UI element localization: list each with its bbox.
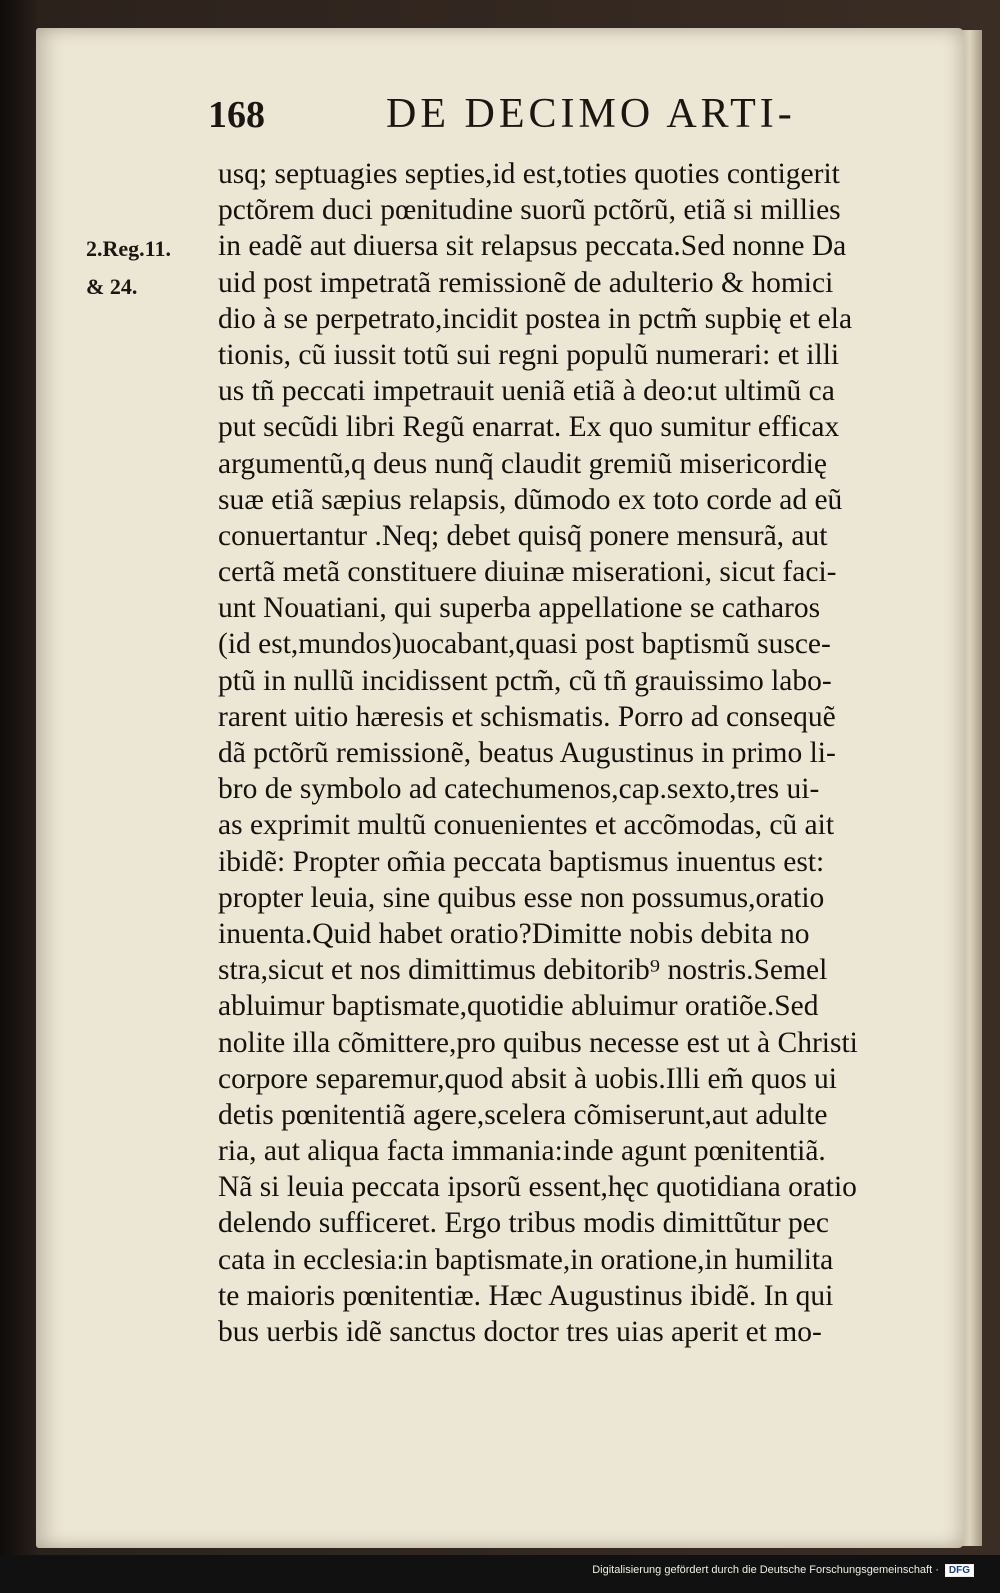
- text-line: ria, aut aliqua facta immania:inde agunt pœnitentiã.: [218, 1135, 826, 1168]
- text-line: suæ etiã sæpius relapsis, dũmodo ex toto corde ad eũ: [218, 483, 843, 516]
- text-line: cata in ecclesia:in baptismate,in oratione,in humilita: [218, 1243, 834, 1276]
- text-line: pctõrem duci pœnitudine suorũ pctõrũ, etiã si millies: [218, 194, 841, 227]
- text-line: tionis, cũ iussit totũ sui regni populũ numerari: et illi: [218, 338, 840, 371]
- running-head: [208, 90, 828, 146]
- text-line: dã pctõrũ remissionẽ, beatus Augustinus in primo li-: [218, 737, 836, 769]
- text-line: rarent uitio hæresis et schismatis. Porro ad consequẽ: [218, 700, 836, 733]
- page-edge: [962, 30, 982, 1546]
- text-line: put secũdi libri Regũ enarrat. Ex quo sumitur efficax: [218, 411, 840, 444]
- page-number: 168: [208, 94, 265, 136]
- credit-text: Digitalisierung gefördert durch die Deutsche Forschungsgemeinschaft ·: [592, 1564, 939, 1576]
- text-line: bro de symbolo ad catechumenos,cap.sexto,tres ui-: [218, 773, 820, 806]
- margin-note-line: & 24.: [86, 274, 138, 299]
- text-line: us tñ peccati impetrauit ueniã etiã à deo:ut ultimũ ca: [218, 375, 835, 408]
- margin-note-line: 2.Reg.11.: [86, 236, 171, 261]
- digitization-credit: [592, 1559, 974, 1581]
- text-line: ptũ in nullũ incidissent pctm̃, cũ tñ grauissimo labo-: [218, 664, 832, 697]
- text-line: dio à se perpetrato,incidit postea in pctm̃ supbię et ela: [218, 302, 853, 335]
- text-line: bus uerbis idẽ sanctus doctor tres uias aperit et mo-: [218, 1316, 822, 1348]
- text-line: delendo sufficeret. Ergo tribus modis dimittũtur pec: [218, 1207, 829, 1240]
- text-line: stra,sicut et nos dimittimus debitorib⁹ nostris.Semel: [218, 954, 828, 987]
- text-line: (id est,mundos)uocabant,quasi post baptismũ susce-: [218, 628, 831, 661]
- text-line: usq; septuagies septies,id est,toties quoties contigerit: [218, 158, 840, 190]
- text-line: corpore separemur,quod absit à uobis.Illi em̃ quos ui: [218, 1062, 837, 1095]
- body-text: [218, 156, 930, 1350]
- text-line: as exprimit multũ conuenientes et accõmodas, cũ ait: [218, 809, 835, 842]
- text-line: conuertantur .Neq; debet quisq̃ ponere mensurã, aut: [218, 519, 828, 552]
- running-title: DE DECIMO ARTI-: [386, 91, 796, 137]
- text-line: certã metã constituere diuinæ miserationi, sicut faci-: [218, 556, 837, 589]
- text-line: Nã si leuia peccata ipsorũ essent,hęc quotidiana oratio: [218, 1171, 857, 1204]
- text-line: inuenta.Quid habet oratio?Dimitte nobis debita no: [218, 917, 810, 950]
- text-line: abluimur baptismate,quotidie abluimur oratiõe.Sed: [218, 990, 819, 1023]
- margin-note: [86, 230, 208, 306]
- text-line: unt Nouatiani, qui superba appellatione se catharos: [218, 592, 821, 625]
- text-line: te maioris pœnitentiæ. Hæc Augustinus ibidẽ. In qui: [218, 1279, 834, 1312]
- text-line: uid post impetratã remissionẽ de adulterio & homici: [218, 266, 834, 299]
- text-line: detis pœnitentiã agere,scelera cõmiserunt,aut adulte: [218, 1098, 828, 1131]
- dfg-logo-icon: DFG: [945, 1564, 974, 1577]
- text-line: nolite illa cõmittere,pro quibus necesse est ut à Christi: [218, 1026, 858, 1059]
- text-line: ibidẽ: Propter om̃ia peccata baptismus inuentus est:: [218, 845, 825, 878]
- text-line: in eadẽ aut diuersa sit relapsus peccata.Sed nonne Da: [218, 230, 847, 263]
- text-line: argumentũ,q deus nunq̃ claudit gremiũ misericordię: [218, 447, 827, 480]
- text-line: propter leuia, sine quibus esse non possumus,oratio: [218, 881, 825, 914]
